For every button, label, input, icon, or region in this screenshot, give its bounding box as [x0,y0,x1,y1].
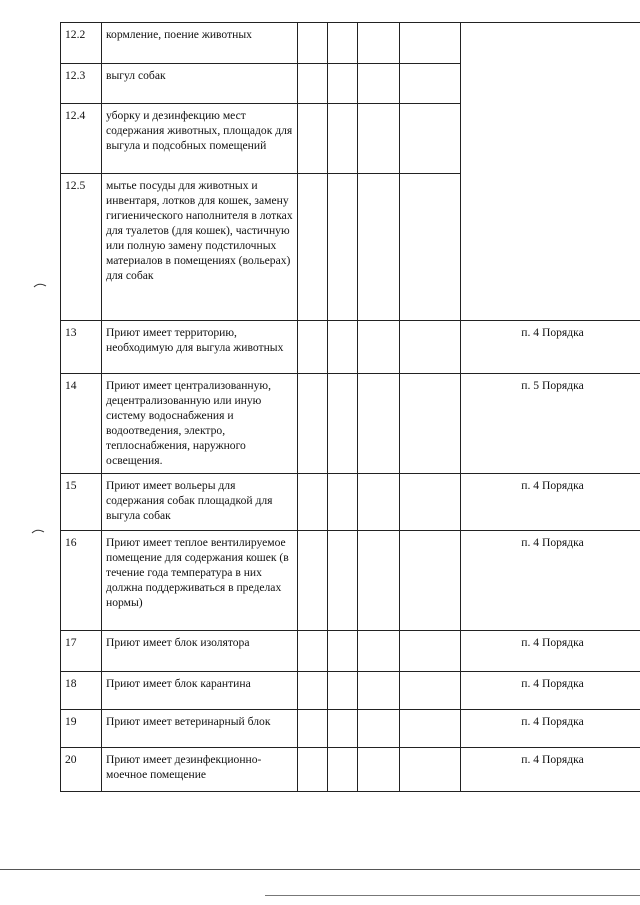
no-cell [328,672,358,710]
row-text: кормление, поение животных [102,23,298,64]
row-number: 12.3 [61,64,102,104]
row-number: 18 [61,672,102,710]
row-text: выгул собак [102,64,298,104]
na-cell [358,374,400,474]
na-cell [358,174,400,321]
row-reference: п. 5 Порядка [461,374,640,474]
yes-cell [298,474,328,531]
no-cell [328,64,358,104]
no-cell [328,23,358,64]
row-reference: п. 4 Порядка [461,710,640,748]
no-cell [328,710,358,748]
no-cell [328,531,358,631]
row-number: 12.5 [61,174,102,321]
row-reference [461,104,640,174]
requirements-table [60,22,640,792]
na-cell [358,474,400,531]
row-number: 15 [61,474,102,531]
row-number: 20 [61,748,102,792]
table-row [61,174,640,321]
no-cell [328,321,358,374]
row-text: Приют имеет блок изолятора [102,631,298,672]
yes-cell [298,710,328,748]
table-row [61,374,640,474]
note-cell [400,748,461,792]
table-row [61,64,640,104]
row-reference [461,64,640,104]
yes-cell [298,64,328,104]
row-reference: п. 4 Порядка [461,672,640,710]
no-cell [328,374,358,474]
table-row [61,104,640,174]
row-text: Приют имеет блок карантина [102,672,298,710]
no-cell [328,748,358,792]
row-text: Приют имеет территорию, необходимую для выгула животных [102,321,298,374]
row-number: 17 [61,631,102,672]
yes-cell [298,321,328,374]
na-cell [358,672,400,710]
row-reference: п. 4 Порядка [461,474,640,531]
note-cell [400,64,461,104]
yes-cell [298,531,328,631]
table-row [61,748,640,792]
row-text: Приют имеет дезинфекционно-моечное помещение [102,748,298,792]
row-number: 14 [61,374,102,474]
scan-mark [31,528,45,534]
note-cell [400,631,461,672]
table-row [61,321,640,374]
yes-cell [298,374,328,474]
yes-cell [298,23,328,64]
table-row [61,631,640,672]
table-row [61,23,640,64]
row-text: Приют имеет вольеры для содержания собак площадкой для выгула собак [102,474,298,531]
note-cell [400,104,461,174]
na-cell [358,748,400,792]
na-cell [358,531,400,631]
note-cell [400,321,461,374]
yes-cell [298,748,328,792]
row-number: 13 [61,321,102,374]
note-cell [400,474,461,531]
note-cell [400,374,461,474]
table-row [61,672,640,710]
row-reference [461,174,640,321]
yes-cell [298,672,328,710]
na-cell [358,321,400,374]
na-cell [358,710,400,748]
yes-cell [298,104,328,174]
table-row [61,531,640,631]
table-row [61,710,640,748]
note-cell [400,23,461,64]
row-text: Приют имеет централизованную, децентрализованную или иную систему водоснабжения и водоотведения, электро, теплоснабжения, наружного освещения. [102,374,298,474]
table-row [61,474,640,531]
page-divider [265,895,640,896]
no-cell [328,104,358,174]
row-text: мытье посуды для животных и инвентаря, лотков для кошек, замену гигиенического наполнителя в лотках для туалетов (для кошек), частичную или полную замену подстилочных материалов в помещениях (вольерах) для собак [102,174,298,321]
yes-cell [298,174,328,321]
na-cell [358,23,400,64]
note-cell [400,531,461,631]
note-cell [400,710,461,748]
row-text: уборку и дезинфекцию мест содержания животных, площадок для выгула и подсобных помещений [102,104,298,174]
na-cell [358,631,400,672]
no-cell [328,474,358,531]
row-number: 12.4 [61,104,102,174]
row-number: 16 [61,531,102,631]
row-text: Приют имеет теплое вентилируемое помещение для содержания кошек (в течение года температура в них должна поддерживаться в пределах нормы) [102,531,298,631]
na-cell [358,64,400,104]
note-cell [400,174,461,321]
row-reference: п. 4 Порядка [461,631,640,672]
scan-mark [33,282,47,288]
note-cell [400,672,461,710]
no-cell [328,174,358,321]
row-reference: п. 4 Порядка [461,321,640,374]
row-reference: п. 4 Порядка [461,748,640,792]
no-cell [328,631,358,672]
row-number: 19 [61,710,102,748]
page-divider [0,869,640,870]
row-text: Приют имеет ветеринарный блок [102,710,298,748]
row-reference [461,23,640,64]
row-reference: п. 4 Порядка [461,531,640,631]
na-cell [358,104,400,174]
yes-cell [298,631,328,672]
row-number: 12.2 [61,23,102,64]
